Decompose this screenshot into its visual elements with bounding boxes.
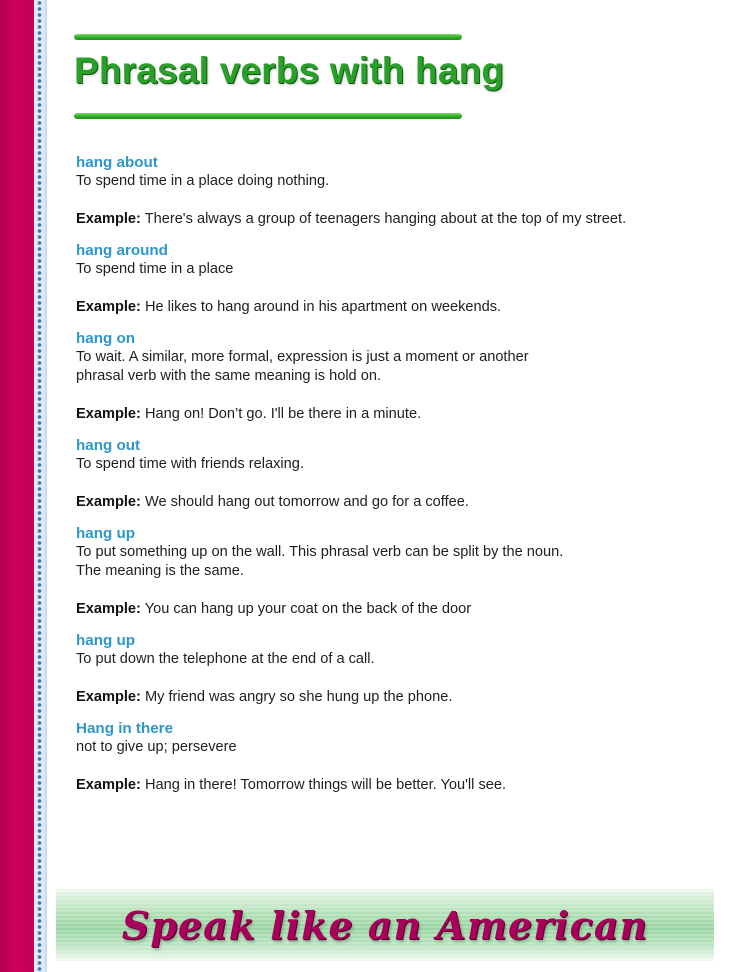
sidebar-magenta-stripe <box>0 0 34 972</box>
sidebar-dotted-border <box>34 0 45 972</box>
example-text: He likes to hang around in his apartment on weekends. <box>144 299 502 315</box>
phrasal-verb-entry <box>76 524 716 619</box>
phrasal-verb-entry <box>76 241 716 317</box>
phrasal-verb-term: Hang in there <box>76 720 174 737</box>
phrasal-verb-term: hang up <box>76 525 136 542</box>
definition-line: The meaning is the same. <box>76 563 244 579</box>
example-text: Hang in there! Tomorrow things will be better. You'll see. <box>144 777 507 793</box>
phrasal-verb-example <box>76 493 716 512</box>
footer-banner <box>56 889 714 961</box>
phrasal-verb-term: hang out <box>76 437 141 454</box>
example-label: Example: <box>76 777 141 793</box>
example-text: My friend was angry so she hung up the phone. <box>144 689 453 705</box>
phrasal-verb-example <box>76 210 716 229</box>
phrasal-verb-definition: To put down the telephone at the end of a call. <box>76 651 375 667</box>
example-label: Example: <box>76 211 141 227</box>
phrasal-verb-definition <box>76 348 716 386</box>
phrasal-verb-term: hang on <box>76 330 136 347</box>
phrasal-verb-definition: To spend time in a place doing nothing. <box>76 173 330 189</box>
example-label: Example: <box>76 601 141 617</box>
phrasal-verb-entry <box>76 719 716 795</box>
footer-slogan: Speak like an American <box>121 902 649 948</box>
example-text: Hang on! Don’t go. I'll be there in a minute. <box>144 406 422 422</box>
definition-line: To put something up on the wall. This phrasal verb can be split by the noun. <box>76 544 564 560</box>
phrasal-verb-entry <box>76 436 716 512</box>
phrasal-verb-definition <box>76 543 716 581</box>
example-text: You can hang up your coat on the back of the door <box>144 601 472 617</box>
phrasal-verb-entry <box>76 153 716 229</box>
phrasal-verb-term: hang up <box>76 632 136 649</box>
title-bottom-rule <box>74 113 462 119</box>
definition-line: phrasal verb with the same meaning is hold on. <box>76 368 382 384</box>
phrasal-verb-term: hang around <box>76 242 168 259</box>
example-label: Example: <box>76 494 141 510</box>
sidebar-edge-line <box>45 0 47 972</box>
phrasal-verb-example <box>76 298 716 317</box>
phrasal-verb-entry <box>76 631 716 707</box>
example-label: Example: <box>76 299 141 315</box>
phrasal-verb-example <box>76 776 716 795</box>
example-text: There's always a group of teenagers hanging about at the top of my street. <box>144 211 627 227</box>
page-title: Phrasal verbs with hang <box>74 50 505 91</box>
phrasal-verb-definition: To spend time with friends relaxing. <box>76 456 304 472</box>
phrasal-verb-definition: To spend time in a place <box>76 261 234 277</box>
example-label: Example: <box>76 689 141 705</box>
phrasal-verb-example <box>76 688 716 707</box>
phrasal-verb-example <box>76 405 716 424</box>
title-top-rule <box>74 34 462 40</box>
example-label: Example: <box>76 406 141 422</box>
phrasal-verb-definition: not to give up; persevere <box>76 739 237 755</box>
example-text: We should hang out tomorrow and go for a coffee. <box>144 494 469 510</box>
phrasal-verb-list <box>76 153 716 795</box>
phrasal-verb-entry <box>76 329 716 424</box>
definition-line: To wait. A similar, more formal, expression is just a moment or another <box>76 349 529 365</box>
phrasal-verb-example <box>76 600 716 619</box>
phrasal-verb-term: hang about <box>76 154 158 171</box>
